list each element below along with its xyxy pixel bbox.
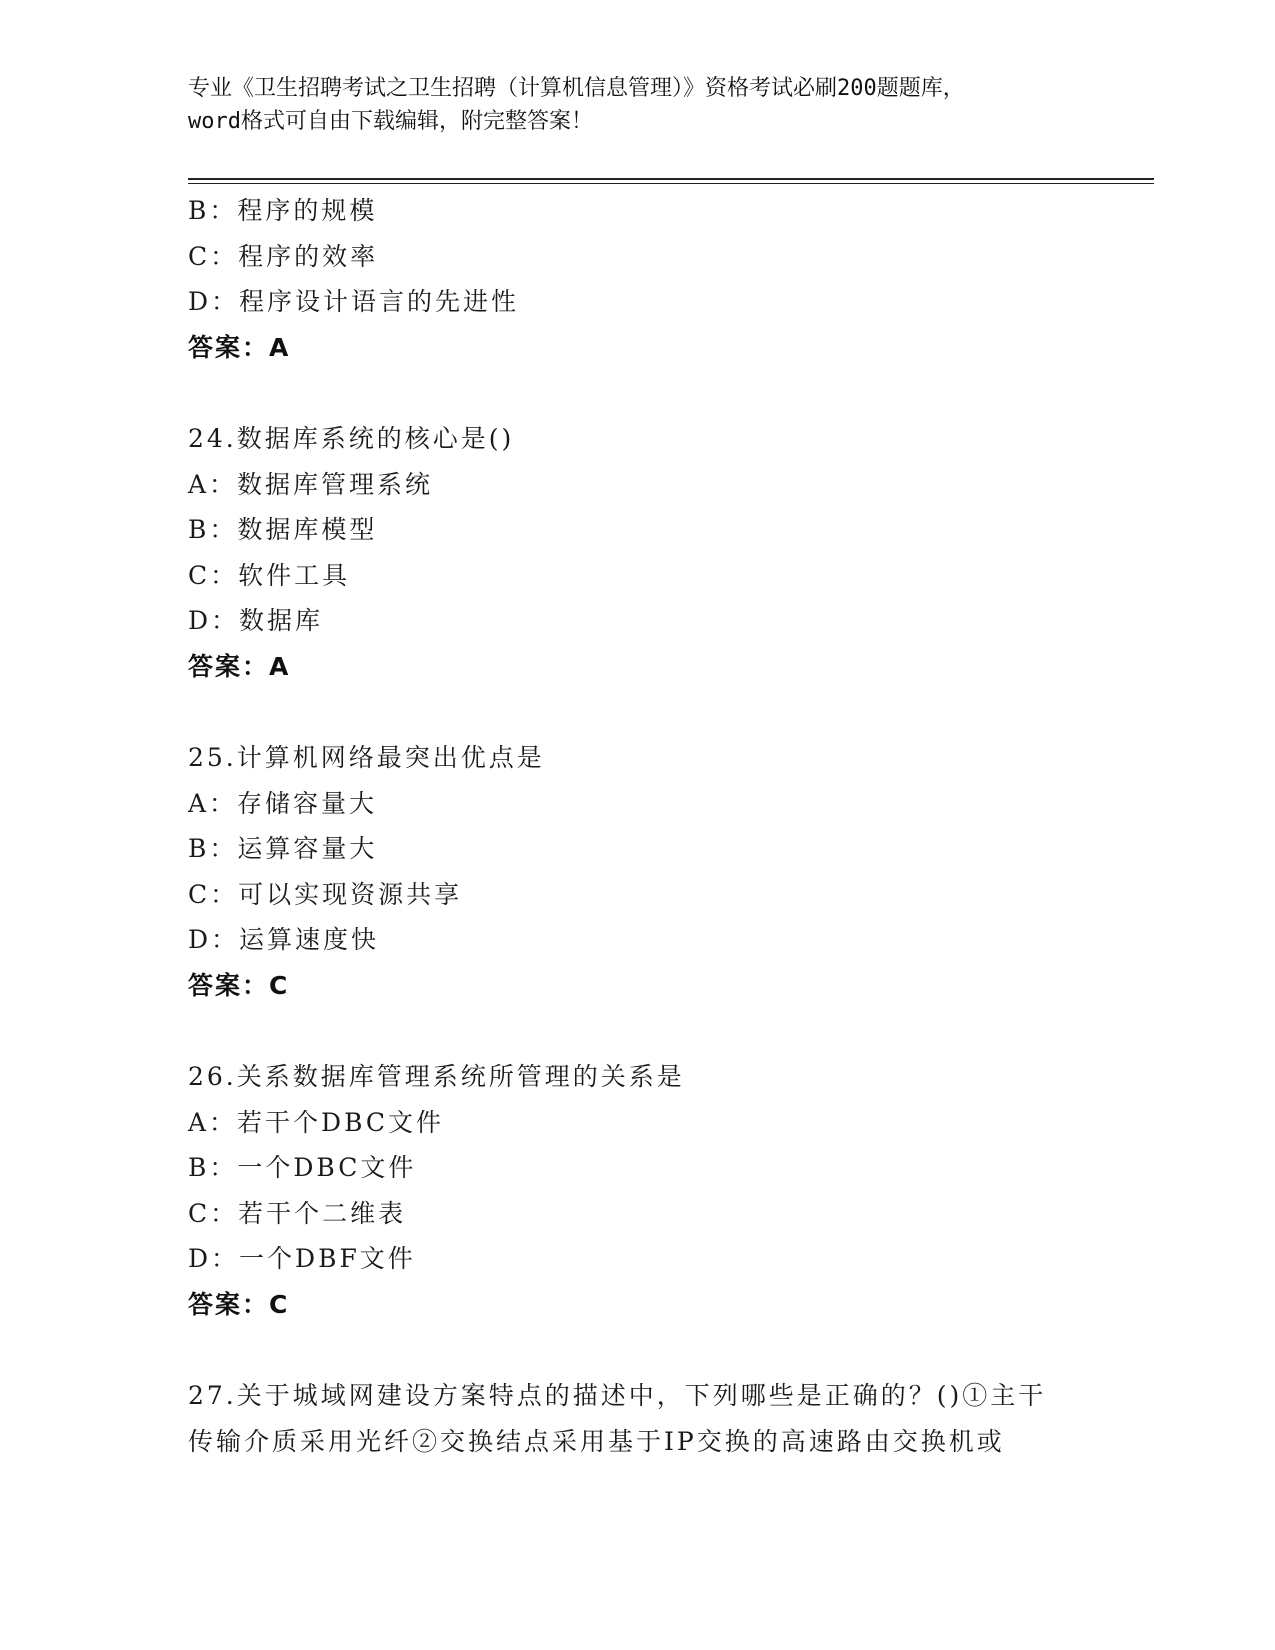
question-text-line-1: 27.关于城域网建设方案特点的描述中，下列哪些是正确的？()①主干 — [188, 1381, 1047, 1410]
question-24 — [188, 416, 1154, 689]
option-d: D：运算速度快 — [188, 925, 380, 954]
answer: 答案：C — [188, 970, 290, 1000]
option-a: A：存储容量大 — [188, 788, 378, 818]
option-c: C：若干个二维表 — [188, 1198, 407, 1228]
option-a: A：若干个DBC文件 — [188, 1107, 445, 1137]
option-a: A：数据库管理系统 — [188, 469, 434, 499]
header-divider — [188, 178, 1154, 184]
answer: 答案：A — [188, 651, 291, 681]
question-text-line-2: 传输介质采用光纤②交换结点采用基于IP交换的高速路由交换机或 — [188, 1426, 1005, 1456]
question-text: 24.数据库系统的核心是() — [188, 424, 515, 453]
answer: 答案：C — [188, 1289, 290, 1319]
option-c: C：可以实现资源共享 — [188, 879, 463, 909]
option-d: D：一个DBF文件 — [188, 1244, 416, 1273]
option-c: C：软件工具 — [188, 560, 351, 590]
option-b: B：程序的规模 — [188, 196, 378, 225]
header-line-2: word格式可自由下载编辑，附完整答案！ — [188, 109, 593, 134]
option-b: B：数据库模型 — [188, 515, 378, 544]
question-text: 26.关系数据库管理系统所管理的关系是 — [188, 1062, 685, 1091]
question-list — [188, 188, 1154, 1464]
option-c: C：程序的效率 — [188, 241, 379, 271]
question-27 — [188, 1373, 1154, 1464]
option-b: B：一个DBC文件 — [188, 1153, 417, 1182]
option-b: B：运算容量大 — [188, 834, 378, 863]
header-line-1: 专业《卫生招聘考试之卫生招聘（计算机信息管理）》资格考试必刷200题题库， — [188, 76, 965, 101]
option-d: D：程序设计语言的先进性 — [188, 287, 520, 316]
option-d: D：数据库 — [188, 606, 324, 635]
answer: 答案：A — [188, 332, 291, 362]
question-25 — [188, 735, 1154, 1008]
question-text: 25.计算机网络最突出优点是 — [188, 743, 545, 772]
question-23-partial — [188, 188, 1154, 370]
question-26 — [188, 1054, 1154, 1327]
document-header — [188, 72, 1088, 138]
